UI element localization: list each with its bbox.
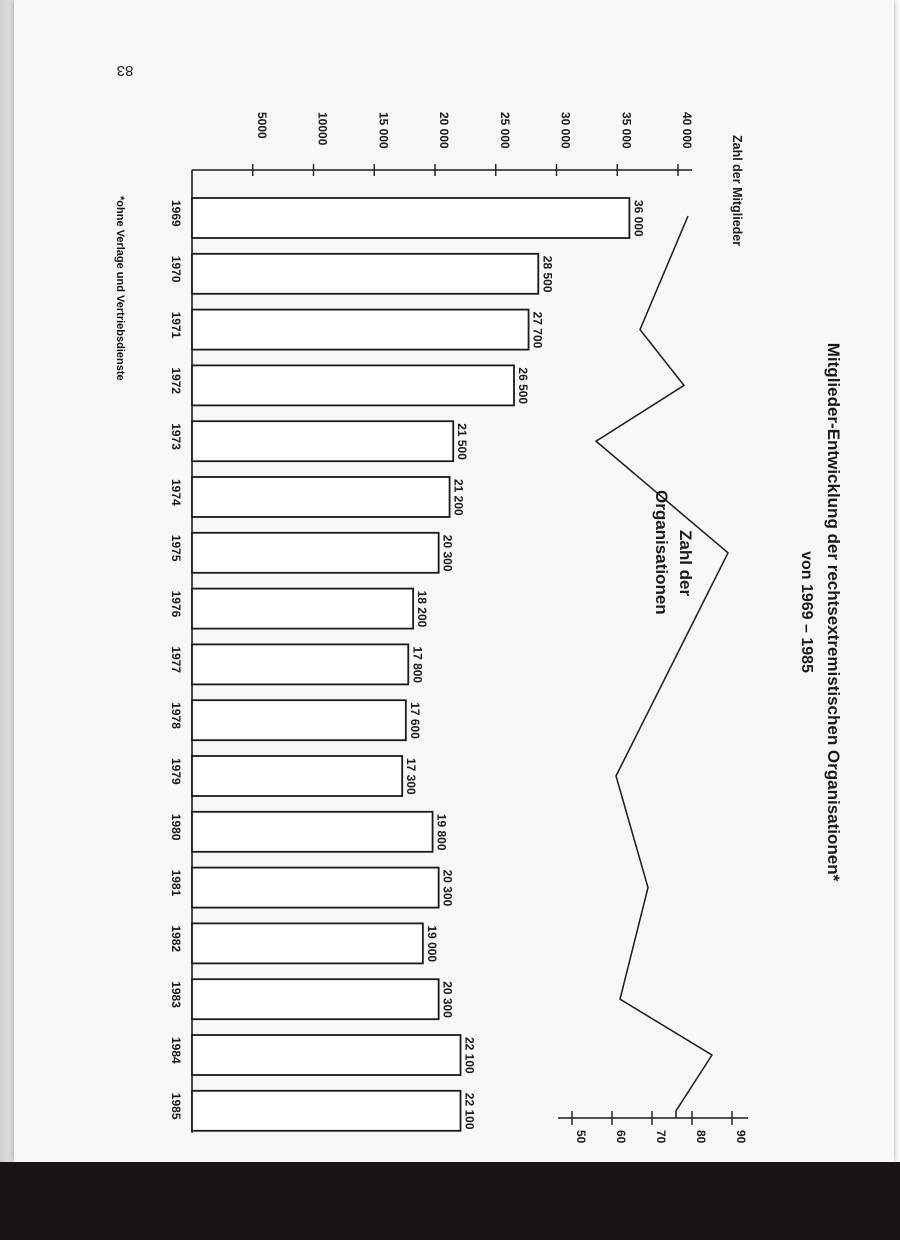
- page-number: 83: [116, 62, 134, 79]
- orgs-tick-label: 70: [654, 1130, 668, 1144]
- year-label: 1983: [169, 981, 183, 1008]
- line-label-1: Zahl der: [676, 530, 695, 597]
- chart-footnote: *ohne Verlage und Vertriebsdienste: [114, 196, 126, 381]
- orgs-tick-label: 50: [574, 1130, 588, 1144]
- year-label: 1982: [169, 925, 183, 953]
- bar-value-label: 22 100: [462, 1037, 477, 1074]
- year-label: 1972: [169, 367, 183, 395]
- bar-value-label: 17 800: [410, 646, 425, 684]
- year-label: 1976: [169, 590, 183, 618]
- bar-1974: [192, 477, 450, 517]
- members-axis-label: Zahl der Mitglieder: [730, 135, 744, 247]
- bar-1982: [192, 923, 423, 963]
- bar-1983: [192, 979, 439, 1019]
- bar-value-label: 19 800: [434, 813, 449, 851]
- year-label: 1975: [169, 534, 183, 562]
- bar-value-label: 22 100: [462, 1092, 477, 1130]
- bar-1975: [192, 533, 439, 573]
- bar-value-label: 20 300: [440, 981, 455, 1018]
- year-label: 1973: [169, 423, 183, 450]
- bar-value-label: 21 200: [451, 479, 466, 516]
- year-label: 1978: [169, 702, 183, 729]
- members-tick-label: 35 000: [619, 112, 634, 149]
- members-tick-label: 10000: [315, 112, 330, 146]
- year-label: 1981: [169, 869, 183, 897]
- members-tick-label: 40 000: [680, 112, 694, 149]
- organisations-line: [596, 216, 728, 1118]
- year-label: 1974: [169, 479, 183, 506]
- bar-1976: [192, 589, 413, 629]
- members-tick-label: 30 000: [558, 112, 573, 149]
- line-label-2: Organisationen: [652, 490, 671, 615]
- bar-value-label: 20 300: [440, 869, 455, 907]
- year-label: 1985: [169, 1092, 183, 1120]
- members-tick-label: 20 000: [437, 112, 451, 149]
- members-tick-label: 5000: [254, 112, 269, 139]
- orgs-tick-label: 90: [734, 1130, 748, 1144]
- bar-1977: [192, 644, 408, 684]
- bar-value-label: 26 500: [515, 367, 530, 405]
- members-tick-label: 25 000: [497, 112, 512, 149]
- bar-value-label: 27 700: [530, 311, 545, 349]
- year-label: 1970: [169, 255, 183, 283]
- bar-value-label: 17 300: [404, 758, 419, 795]
- bar-value-label: 17 600: [407, 702, 422, 739]
- bar-value-label: 20 300: [440, 534, 455, 572]
- bar-1973: [192, 421, 453, 461]
- year-label: 1977: [169, 646, 183, 674]
- bar-1980: [192, 812, 433, 852]
- bar-1981: [192, 868, 439, 908]
- members-tick-label: 15 000: [376, 112, 391, 149]
- bar-1970: [192, 254, 538, 294]
- year-label: 1984: [169, 1037, 183, 1064]
- bar-1969: [192, 198, 629, 238]
- year-label: 1980: [169, 813, 183, 841]
- bar-1979: [192, 756, 402, 796]
- chart-subtitle: von 1969 – 1985: [798, 551, 815, 673]
- bar-1984: [192, 1035, 461, 1075]
- year-label: 1969: [169, 200, 183, 227]
- orgs-tick-label: 80: [694, 1130, 708, 1144]
- bar-value-label: 18 200: [415, 590, 430, 628]
- bar-value-label: 28 500: [540, 255, 555, 293]
- bar-1972: [192, 365, 514, 405]
- bar-1971: [192, 310, 529, 350]
- orgs-tick-label: 60: [614, 1130, 628, 1144]
- bar-1978: [192, 700, 406, 740]
- bar-1985: [192, 1091, 461, 1131]
- bar-value-label: 19 000: [424, 925, 439, 963]
- year-label: 1971: [169, 311, 183, 339]
- bar-value-label: 36 000: [631, 200, 646, 237]
- chart-title: Mitglieder-Entwicklung der rechtsextremistischen Organisationen*: [824, 342, 843, 882]
- year-label: 1979: [169, 758, 183, 785]
- bar-value-label: 21 500: [455, 423, 470, 460]
